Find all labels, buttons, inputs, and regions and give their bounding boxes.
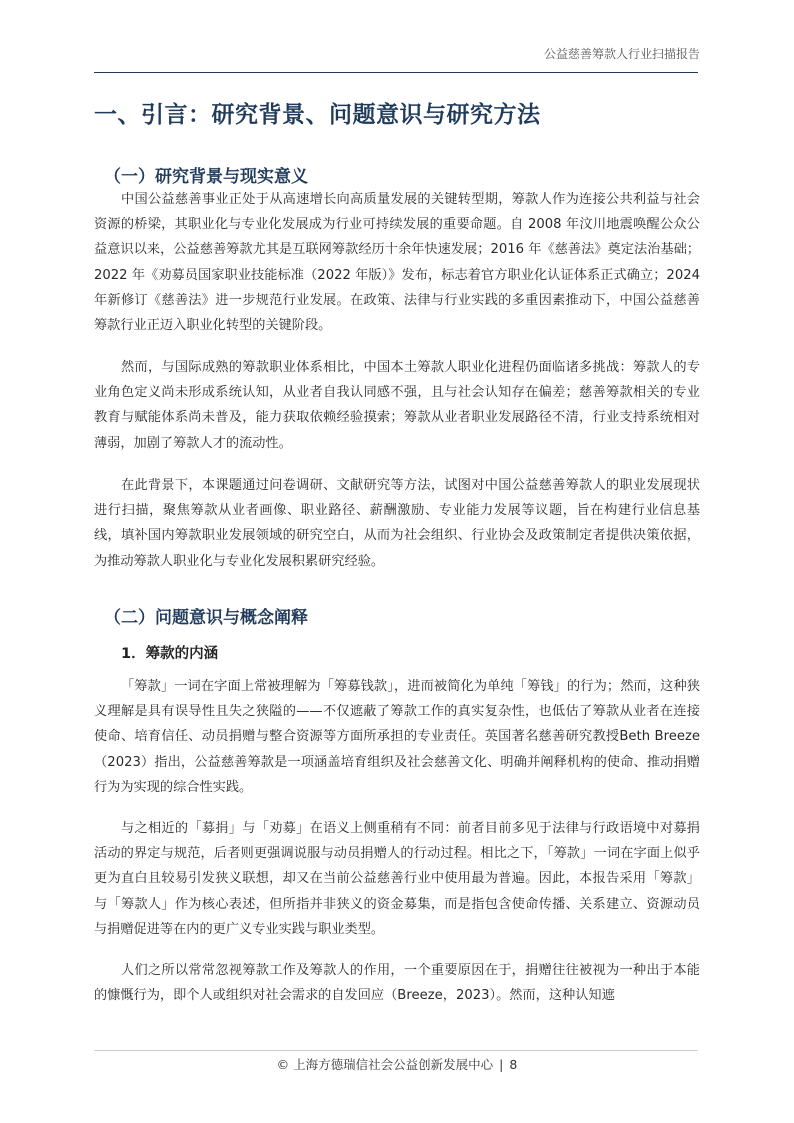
footer-separator: |	[499, 1057, 504, 1072]
page-number: 8	[509, 1057, 518, 1072]
section-2-paragraph-1: 「筹款」一词在字面上常被理解为「筹募钱款」，进而被简化为单纯「筹钱」的行为；然而，这种狭义理解是具有误导性且失之狭隘的——不仅遮蔽了筹款工作的真实复杂性，也低估了筹款从业者在连接使命、培育信任、动员捐赠与整合资源等方面所承担的专业责任。英国著名慈善研究教授Beth Breeze（2023）指出，公益慈善筹款是一项涵盖培育组织及社会慈善文化、明确并阐释机构的使命、推动捐赠行为为实现的综合性实践。	[94, 679, 700, 795]
section-2-paragraph-3: 人们之所以常常忽视筹款工作及筹款人的作用，一个重要原因在于，捐赠往往被视为一种出于本能的慷慨行为，即个人或组织对社会需求的自发回应（Breeze，2023）。然而，这种认知遮	[94, 963, 700, 1004]
subsection-heading: 1．筹款的内涵	[121, 646, 219, 662]
section-1-paragraph-2: 然而，与国际成熟的筹款职业体系相比，中国本土筹款人职业化进程仍面临诸多挑战：筹款人的专业角色定义尚未形成系统认知，从业者自我认同感不强，且与社会认知存在偏差；慈善筹款相关的专业教育与赋能体系尚未普及，能力获取依赖经验摸索；筹款从业者职业发展路径不清，行业支持系统相对薄弱，加剧了筹款人才的流动性。	[94, 360, 700, 451]
header-rule	[94, 72, 698, 73]
chapter-title: 一、引言：研究背景、问题意识与研究方法	[94, 102, 541, 128]
section-2-paragraph-2: 与之相近的「募捐」与「劝募」在语义上侧重稍有不同：前者目前多见于法律与行政语境中对募捐活动的界定与规范，后者则更强调说服与动员捐赠人的行动过程。相比之下，「筹款」一词在字面上似乎更为直白且较易引发狭义联想，却又在当前公益慈善行业中使用最为普遍。因此，本报告采用「筹款」与「筹款人」作为核心表述，但所指并非狭义的资金募集，而是指包含使命传播、关系建立、资源动员与捐赠促进等在内的更广义专业实践与职业类型。	[94, 821, 700, 937]
footer-organization: © 上海方德瑞信社会公益创新发展中心	[276, 1057, 494, 1072]
section-2-heading: （二）问题意识与概念阐释	[104, 608, 308, 628]
section-1-paragraph-1: 中国公益慈善事业正处于从高速增长向高质量发展的关键转型期，筹款人作为连接公共利益与社会资源的桥梁，其职业化与专业化发展成为行业可持续发展的重要命题。自 2008 年汶川地震唤醒公众公益意识以来，公益慈善筹款尤其是互联网筹款经历十余年快速发展；2016 年《慈善法》奠定法治基础；2022 年《劝募员国家职业技能标准（2022 年版）》发布，标志着官方职业化认证体系正式确立；2024 年新修订《慈善法》进一步规范行业发展。在政策、法律与行业实践的多重因素推动下，中国公益慈善筹款行业正迈入职业化转型的关键阶段。	[94, 192, 700, 334]
section-1-paragraph-3: 在此背景下，本课题通过问卷调研、文献研究等方法，试图对中国公益慈善筹款人的职业发展现状进行扫描，聚焦筹款从业者画像、职业路径、薪酬激励、专业能力发展等议题，旨在构建行业信息基线，填补国内筹款职业发展领域的研究空白，从而为社会组织、行业协会及政策制定者提供决策依据，为推动筹款人职业化与专业化发展积累研究经验。	[94, 478, 700, 569]
running-header: 公益慈善筹款人行业扫描报告	[543, 47, 700, 61]
section-1-heading: （一）研究背景与现实意义	[104, 167, 308, 187]
page-footer	[0, 1055, 794, 1073]
footer-rule	[94, 1050, 698, 1051]
